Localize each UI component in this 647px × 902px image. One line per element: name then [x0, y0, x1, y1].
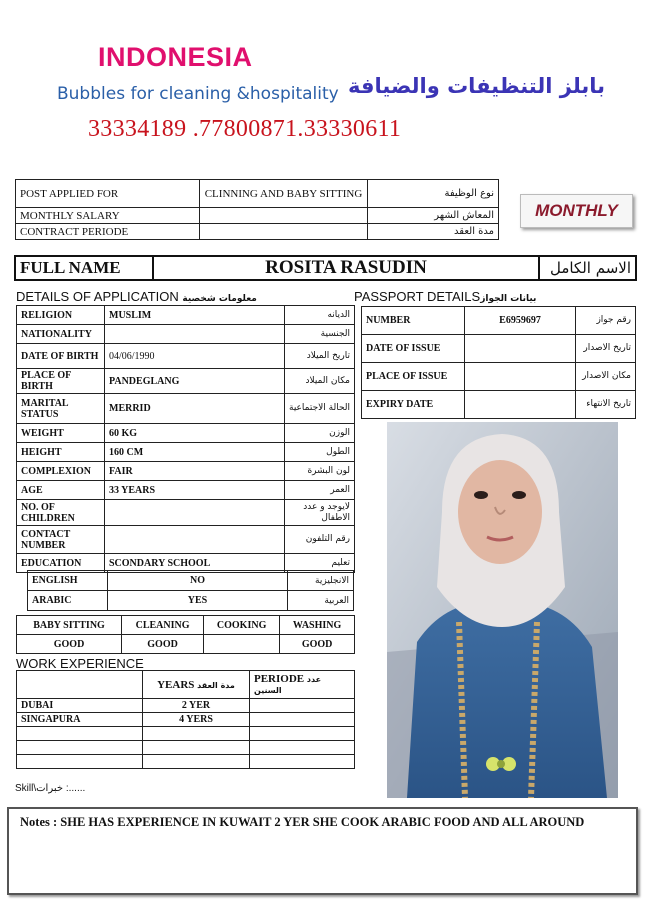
notes-box	[7, 807, 638, 895]
weight-label: WEIGHT	[17, 424, 105, 443]
marital-value: MERRID	[105, 394, 285, 424]
passport-row	[362, 391, 636, 419]
contact-value	[105, 526, 285, 554]
passport-row	[362, 335, 636, 363]
monthly-badge: MONTHLY	[520, 194, 633, 228]
passport-row	[362, 363, 636, 391]
post-table	[15, 179, 499, 240]
passport-row	[362, 307, 636, 335]
arabic-label: ARABIC	[28, 591, 108, 611]
height-value: 160 CM	[105, 443, 285, 462]
work-period	[250, 713, 355, 727]
details-row	[17, 443, 355, 462]
work-header-empty	[17, 671, 143, 699]
issue-date-arabic: تاريخ الاصدار	[576, 335, 636, 363]
portrait-illustration	[387, 422, 618, 798]
work-years	[143, 741, 250, 755]
pob-value: PANDEGLANG	[105, 369, 285, 394]
education-arabic: تعليم	[285, 554, 355, 573]
post-arabic: نوع الوظيفة	[368, 180, 499, 208]
details-row	[17, 394, 355, 424]
marital-label: MARITAL STATUS	[17, 394, 105, 424]
skills-value-row	[17, 635, 355, 654]
skills-table	[16, 615, 355, 654]
full-name-label: FULL NAME	[15, 256, 153, 280]
details-row	[17, 462, 355, 481]
work-row	[17, 713, 355, 727]
age-label: AGE	[17, 481, 105, 500]
work-header-period-en: PERIODE	[254, 672, 305, 685]
marital-arabic: الحالة الاجتماعية	[285, 394, 355, 424]
passport-number-value: E6959697	[465, 307, 576, 335]
skill-value: GOOD	[122, 635, 204, 654]
skill-value: GOOD	[17, 635, 122, 654]
work-table	[16, 670, 355, 769]
details-section-title	[16, 289, 257, 304]
children-arabic: لايوجد و عدد الاطفال	[285, 500, 355, 526]
agency-subtitle: Bubbles for cleaning &hospitality	[57, 84, 339, 104]
work-place: SINGAPURA	[17, 713, 143, 727]
english-label: ENGLISH	[28, 571, 108, 591]
work-years	[143, 755, 250, 769]
english-arabic: الانجليزية	[288, 571, 354, 591]
dob-label: DATE OF BIRTH	[17, 344, 105, 369]
expiry-value	[465, 391, 576, 419]
salary-value	[200, 208, 368, 224]
children-label: NO. OF CHILDREN	[17, 500, 105, 526]
salary-row	[16, 208, 499, 224]
full-name-table	[14, 255, 637, 281]
work-header-period-ar: عدد السنين	[254, 674, 322, 695]
english-value: NO	[108, 571, 288, 591]
full-name-value: ROSITA RASUDIN	[153, 256, 539, 280]
children-value	[105, 500, 285, 526]
work-place	[17, 741, 143, 755]
language-row	[28, 591, 354, 611]
passport-title-en: PASSPORT DETAILS	[354, 289, 481, 304]
work-years: 4 YERS	[143, 713, 250, 727]
expiry-label: EXPIRY DATE	[362, 391, 465, 419]
contract-arabic: مدة العقد	[368, 224, 499, 240]
agency-arabic-name: بابلز التنظيفات والضيافة	[348, 74, 606, 98]
details-row	[17, 369, 355, 394]
issue-place-value	[465, 363, 576, 391]
full-name-arabic: الاسم الكامل	[539, 256, 636, 280]
skill-header: BABY SITTING	[17, 616, 122, 635]
work-header-years-en: YEARS	[157, 678, 195, 691]
details-row	[17, 344, 355, 369]
expiry-arabic: تاريخ الانتهاء	[576, 391, 636, 419]
work-header-period	[250, 671, 355, 699]
age-value: 33 YEARS	[105, 481, 285, 500]
details-title-ar: معلومات شخصية	[182, 294, 257, 304]
skill-header: COOKING	[204, 616, 280, 635]
post-row	[16, 180, 499, 208]
religion-value: MUSLIM	[105, 306, 285, 325]
work-period	[250, 755, 355, 769]
religion-label: RELIGION	[17, 306, 105, 325]
contract-label: CONTRACT PERIODE	[16, 224, 200, 240]
height-arabic: الطول	[285, 443, 355, 462]
details-row	[17, 424, 355, 443]
weight-arabic: الوزن	[285, 424, 355, 443]
arabic-value: YES	[108, 591, 288, 611]
passport-number-arabic: رقم جواز	[576, 307, 636, 335]
post-value: CLINNING AND BABY SITTING	[200, 180, 368, 208]
education-value: SCONDARY SCHOOL	[105, 554, 285, 573]
issue-date-label: DATE OF ISSUE	[362, 335, 465, 363]
skill-notes-line: Skill\خبرات :......	[15, 783, 86, 794]
passport-number-label: NUMBER	[362, 307, 465, 335]
work-years	[143, 727, 250, 741]
age-arabic: العمر	[285, 481, 355, 500]
passport-title-ar: بيانات الجواز	[480, 294, 537, 304]
pob-arabic: مكان الميلاد	[285, 369, 355, 394]
work-row	[17, 741, 355, 755]
work-header-years-ar: مدة العقد	[197, 680, 235, 690]
work-place	[17, 727, 143, 741]
issue-place-label: PLACE OF ISSUE	[362, 363, 465, 391]
skill-value: GOOD	[280, 635, 355, 654]
post-label: POST APPLIED FOR	[16, 180, 200, 208]
weight-value: 60 KG	[105, 424, 285, 443]
details-row	[17, 325, 355, 344]
height-label: HEIGHT	[17, 443, 105, 462]
complexion-arabic: لون البشرة	[285, 462, 355, 481]
agency-country-title: INDONESIA	[98, 42, 253, 72]
work-header-years	[143, 671, 250, 699]
details-table	[16, 305, 355, 573]
skills-header-row	[17, 616, 355, 635]
contract-row	[16, 224, 499, 240]
work-period	[250, 699, 355, 713]
contact-label: CONTACT NUMBER	[17, 526, 105, 554]
work-period	[250, 727, 355, 741]
work-header-row	[17, 671, 355, 699]
passport-table	[361, 306, 636, 419]
education-label: EDUCATION	[17, 554, 105, 573]
work-section-title: WORK EXPERIENCE	[16, 656, 144, 671]
issue-date-value	[465, 335, 576, 363]
languages-table	[27, 570, 354, 611]
issue-place-arabic: مكان الاصدار	[576, 363, 636, 391]
applicant-photo	[387, 422, 618, 798]
details-row	[17, 481, 355, 500]
dob-arabic: تاريخ الميلاد	[285, 344, 355, 369]
nationality-label: NATIONALITY	[17, 325, 105, 344]
work-row	[17, 727, 355, 741]
salary-arabic: المعاش الشهر	[368, 208, 499, 224]
work-period	[250, 741, 355, 755]
arabic-arabic: العربية	[288, 591, 354, 611]
work-place	[17, 755, 143, 769]
work-place: DUBAI	[17, 699, 143, 713]
agency-phone-numbers: 33334189 .77800871.33330611	[88, 116, 402, 142]
details-row	[17, 500, 355, 526]
contract-value	[200, 224, 368, 240]
details-title-en: DETAILS OF APPLICATION	[16, 289, 179, 304]
contact-arabic: رقم التلفون	[285, 526, 355, 554]
skill-header: WASHING	[280, 616, 355, 635]
pob-label: PLACE OF BIRTH	[17, 369, 105, 394]
complexion-label: COMPLEXION	[17, 462, 105, 481]
notes-text: Notes : SHE HAS EXPERIENCE IN KUWAIT 2 YER SHE COOK ARABIC FOOD AND ALL AROUND	[20, 815, 585, 829]
details-row	[17, 526, 355, 554]
skill-header: CLEANING	[122, 616, 204, 635]
salary-label: MONTHLY SALARY	[16, 208, 200, 224]
work-row	[17, 699, 355, 713]
passport-section-title	[354, 289, 536, 304]
nationality-arabic: الجنسية	[285, 325, 355, 344]
work-years: 2 YER	[143, 699, 250, 713]
language-row	[28, 571, 354, 591]
details-row	[17, 306, 355, 325]
complexion-value: FAIR	[105, 462, 285, 481]
skill-value	[204, 635, 280, 654]
religion-arabic: الديانه	[285, 306, 355, 325]
nationality-value	[105, 325, 285, 344]
dob-value: 04/06/1990	[105, 344, 285, 369]
work-row	[17, 755, 355, 769]
